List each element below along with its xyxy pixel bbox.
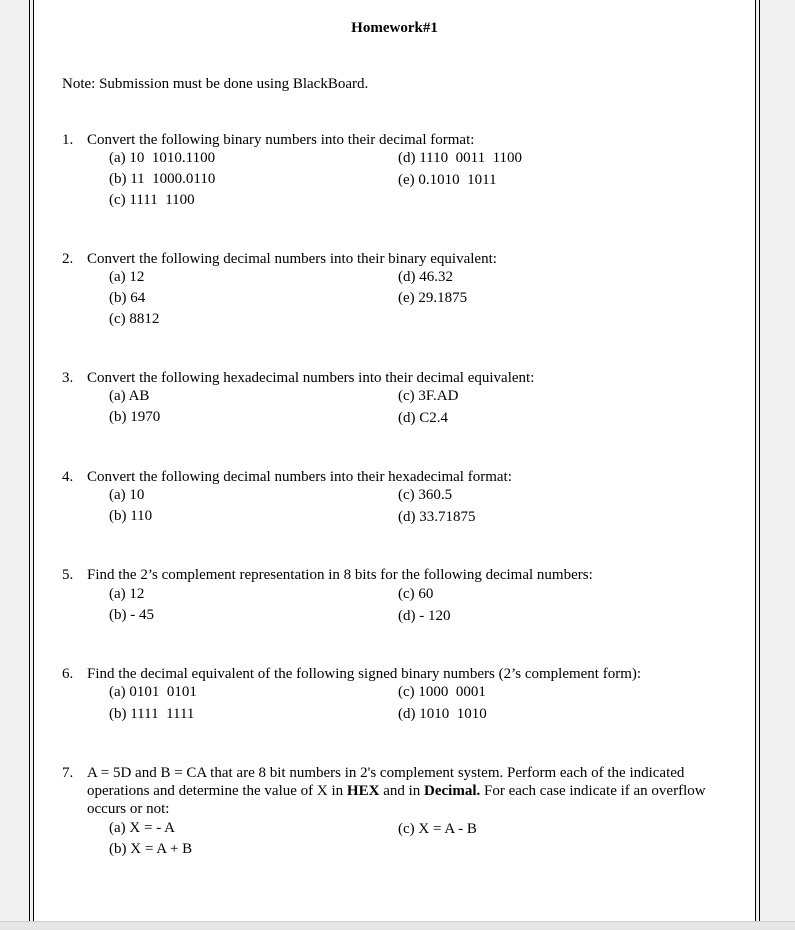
page-border-right-inner bbox=[755, 0, 756, 921]
option-b: (b) X = A + B bbox=[109, 841, 193, 857]
option-e: (e) 29.1875 bbox=[398, 290, 468, 306]
option-b: (b) 11 1000.0110 bbox=[109, 171, 216, 187]
question-number: 5. bbox=[62, 567, 74, 583]
question-text-part: A = 5D and B = CA that are 8 bit numbers in 2's complement system. Perform each of the indicated operations and determine the value of X in bbox=[87, 765, 685, 799]
option-c: (c) 3F.AD bbox=[398, 388, 459, 404]
question-text: Convert the following hexadecimal numbers into their decimal equivalent: bbox=[87, 370, 535, 386]
option-a: (a) AB bbox=[109, 388, 150, 404]
option-b: (b) 64 bbox=[109, 290, 146, 306]
option-a: (a) 12 bbox=[109, 586, 145, 602]
option-d: (d) 1010 1010 bbox=[398, 706, 487, 722]
emphasis-hex: HEX bbox=[346, 783, 380, 799]
option-a: (a) 10 bbox=[109, 487, 145, 503]
option-e: (e) 0.1010 1011 bbox=[398, 172, 497, 188]
question-text-part: and in bbox=[379, 783, 425, 799]
question-text: Find the 2’s complement representation in 8 bits for the following decimal numbers: bbox=[87, 567, 593, 583]
option-d: (d) 1110 0011 1100 bbox=[398, 150, 523, 166]
question-number: 6. bbox=[62, 666, 74, 682]
page-border-left-outer bbox=[29, 0, 30, 921]
option-b: (b) 110 bbox=[109, 508, 153, 524]
question-text-part: For each case indicate if an overflow occurs or not: bbox=[87, 783, 706, 817]
option-a: (a) 12 bbox=[109, 269, 145, 285]
option-d: (d) C2.4 bbox=[398, 410, 448, 426]
question-number: 4. bbox=[62, 469, 74, 485]
option-a: (a) 10 1010.1100 bbox=[109, 150, 216, 166]
option-d: (d) 46.32 bbox=[398, 269, 453, 285]
page-title: Homework#1 bbox=[351, 20, 438, 36]
option-c: (c) 60 bbox=[398, 586, 434, 602]
option-d: (d) - 120 bbox=[398, 608, 451, 624]
option-b: (b) - 45 bbox=[109, 607, 154, 623]
option-c: (c) 1000 0001 bbox=[398, 684, 486, 700]
option-b: (b) 1970 bbox=[109, 409, 161, 425]
option-c: (c) 8812 bbox=[109, 311, 160, 327]
option-a: (a) 0101 0101 bbox=[109, 684, 197, 700]
page-border-right-outer bbox=[759, 0, 760, 921]
emphasis-decimal: Decimal. bbox=[424, 783, 481, 799]
question-number: 2. bbox=[62, 251, 74, 267]
option-c: (c) X = A - B bbox=[398, 821, 477, 837]
question-number: 3. bbox=[62, 370, 74, 386]
question-text: Convert the following decimal numbers into their hexadecimal format: bbox=[87, 469, 512, 485]
question-text: Find the decimal equivalent of the following signed binary numbers (2’s complement form): bbox=[87, 666, 642, 682]
option-d: (d) 33.71875 bbox=[398, 509, 476, 525]
option-c: (c) 360.5 bbox=[398, 487, 453, 503]
question-number: 7. bbox=[62, 765, 74, 781]
question-number: 1. bbox=[62, 132, 74, 148]
option-b: (b) 1111 1111 bbox=[109, 706, 195, 722]
question-text: Convert the following binary numbers into their decimal format: bbox=[87, 132, 475, 148]
question-text bbox=[87, 764, 732, 818]
submission-note: Note: Submission must be done using BlackBoard. bbox=[62, 76, 369, 92]
option-c: (c) 1111 1100 bbox=[109, 192, 195, 208]
page-border-left-inner bbox=[33, 0, 34, 921]
option-a: (a) X = - A bbox=[109, 820, 175, 836]
question-text: Convert the following decimal numbers into their binary equivalent: bbox=[87, 251, 497, 267]
